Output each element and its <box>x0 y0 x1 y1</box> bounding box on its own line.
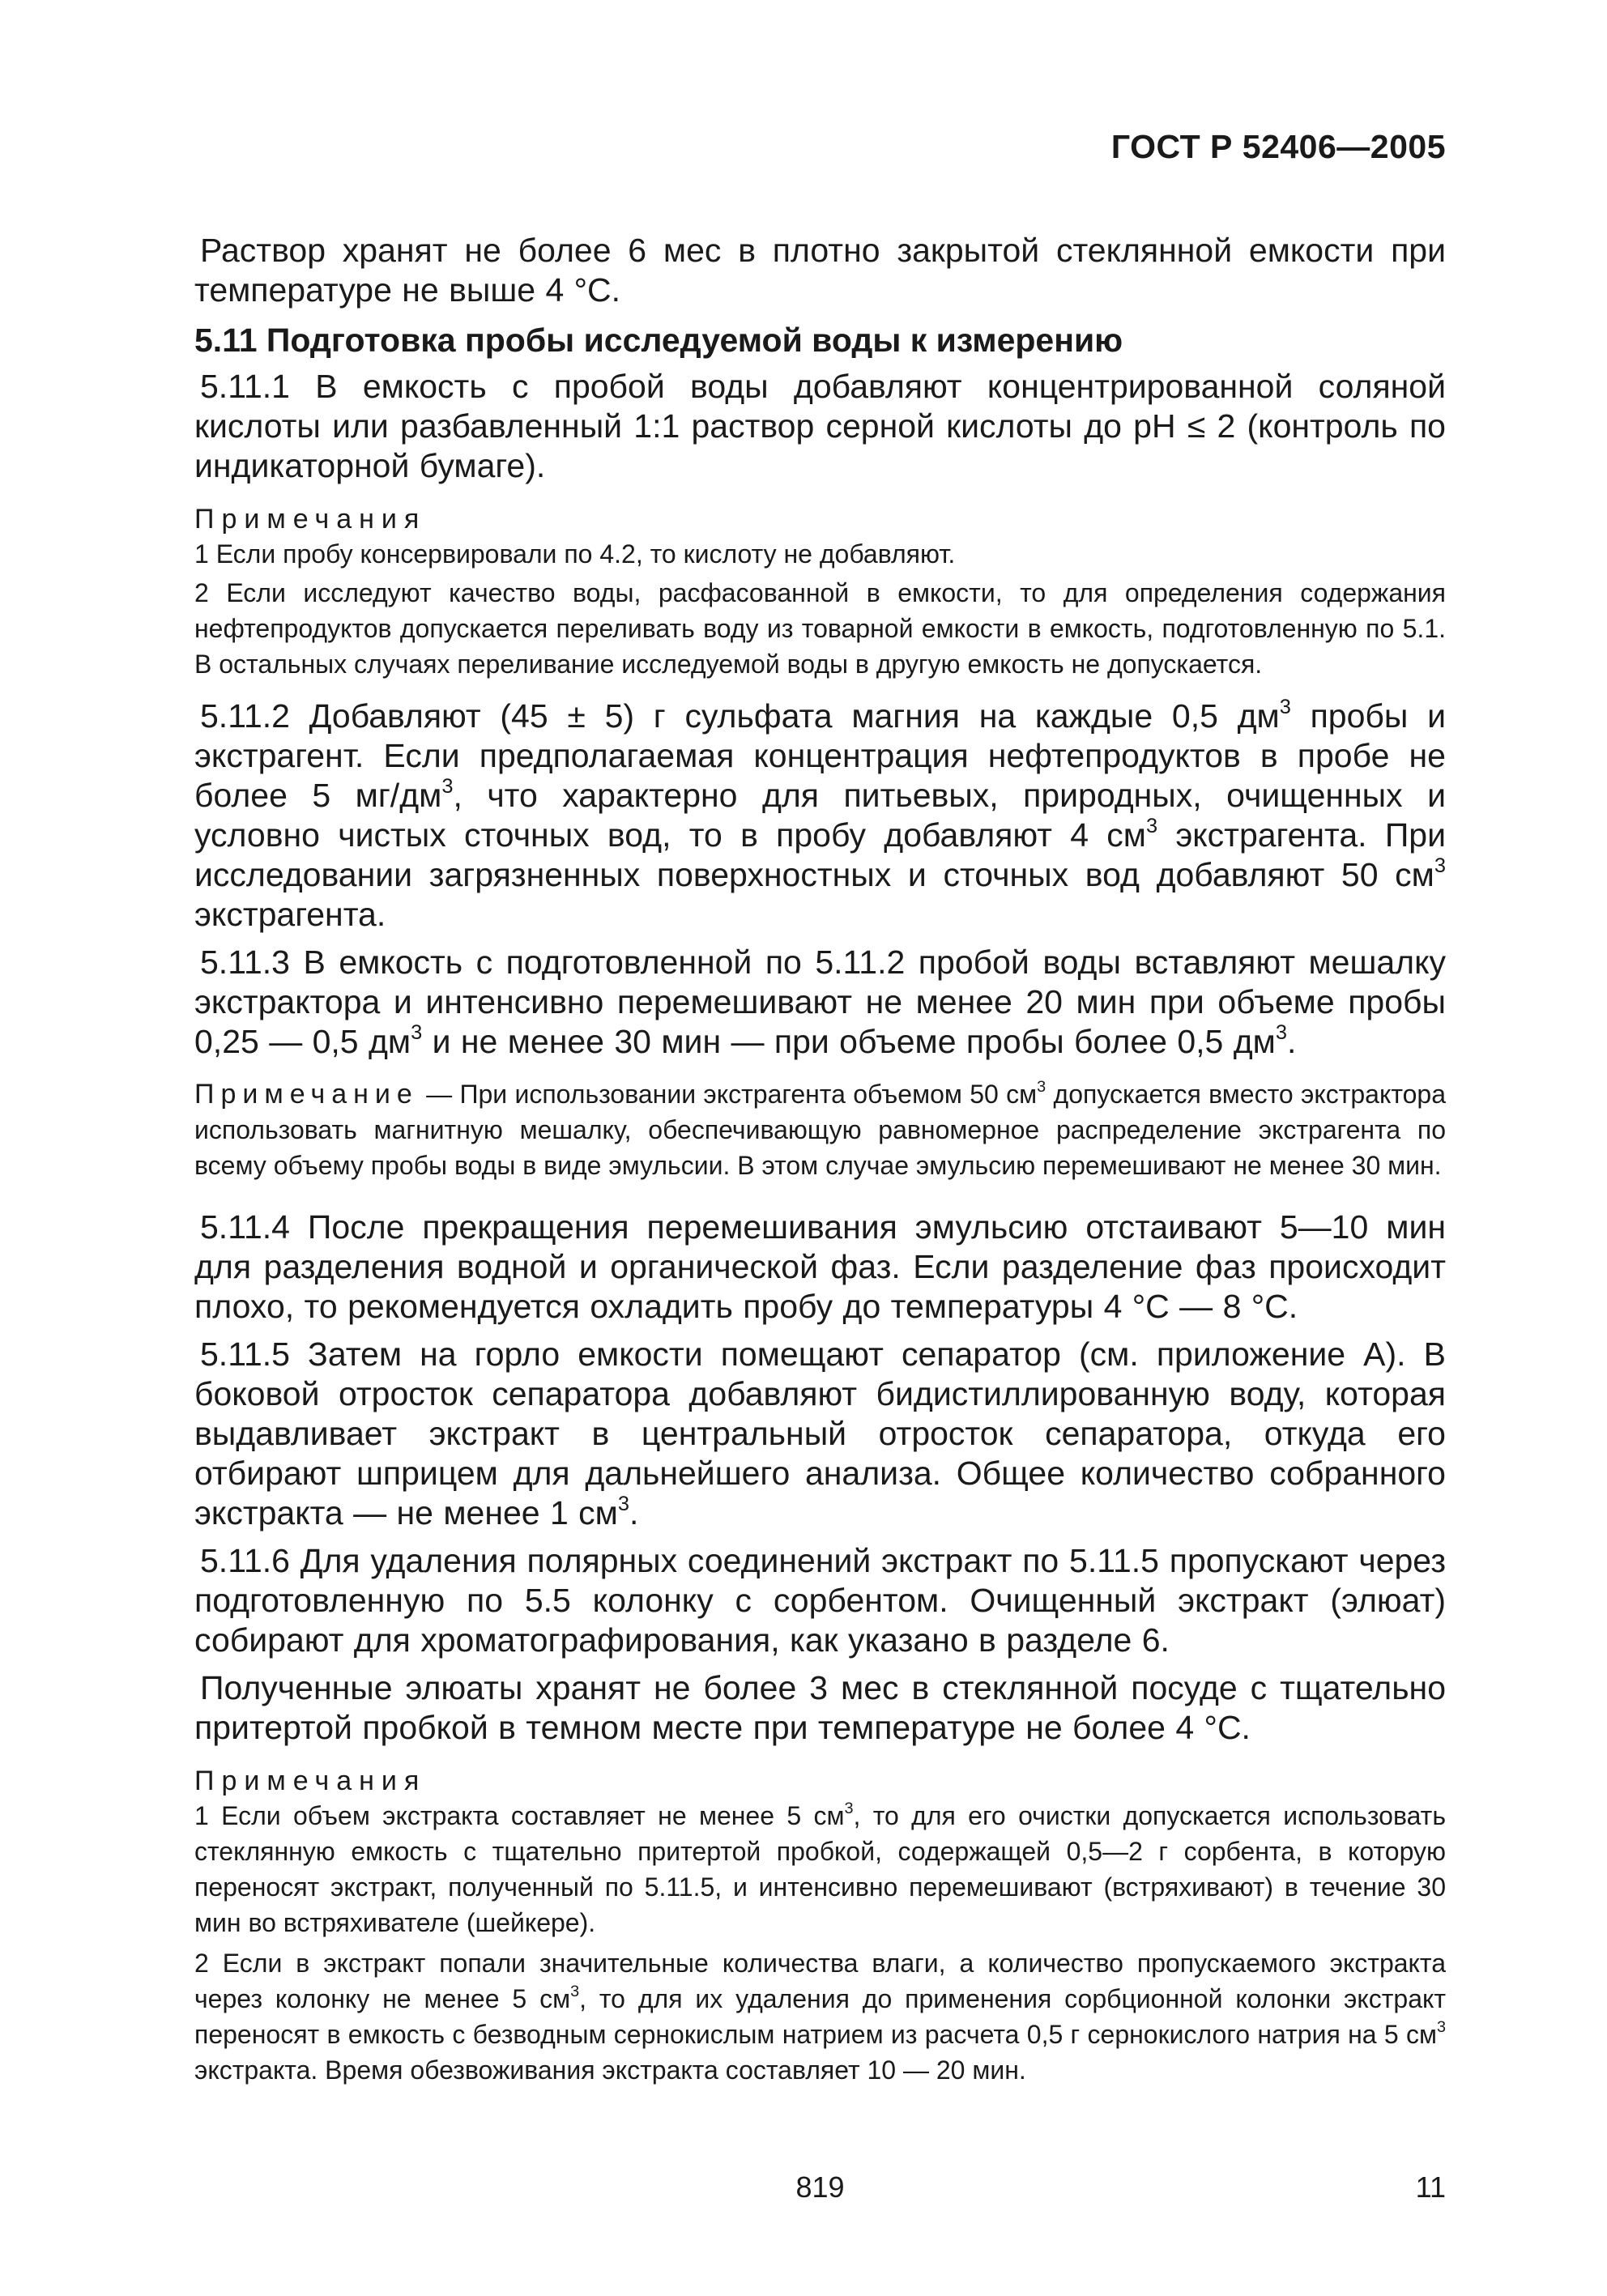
document-code: ГОСТ Р 52406—2005 <box>1110 128 1446 165</box>
note-item-3-2-part-c: экстракта. Время обезвоживания экстракта составляет 10 — 20 мин. <box>194 2055 1026 2085</box>
paragraph-5-11-5-part-a: 5.11.5 Затем на горло емкости помещают сепаратор (см. приложение А). В боковой отросток сепаратора добавляют бидистиллированную воду, которая выдавливает экстракт в центральный отросток сепаратора, откуда его отбирают шприцем для дальнейшего анализа. Общее количество собранного экстракта — не менее 1 см <box>194 1335 1446 1531</box>
superscript-3: 3 <box>1037 1078 1046 1097</box>
paragraph-5-11-3-part-b: и не менее 30 мин — при объеме пробы более 0,5 дм <box>422 1023 1276 1060</box>
superscript-3: 3 <box>411 1021 423 1045</box>
paragraph-5-11-3 <box>194 943 1446 1062</box>
superscript-3: 3 <box>1436 2018 1446 2037</box>
superscript-3: 3 <box>1145 815 1158 838</box>
page-number-right: 11 <box>1415 2170 1446 2204</box>
paragraph-5-11-4: 5.11.4 После прекращения перемешивания эмульсию отстаивают 5—10 мин для разделения водной и органической фаз. Если разделение фаз происходит плохо, то рекомендуется охладить пробу до температуры 4 °С — 8 °С. <box>194 1208 1446 1325</box>
note-item-3-2 <box>194 1945 1446 2088</box>
paragraph-5-11-3-part-c: . <box>1287 1023 1297 1060</box>
note-item-1-2: 2 Если исследуют качество воды, расфасованной в емкости, то для определения содержания нефтепродуктов допускается переливать воду из товарной емкости в емкость, подготовленную по 5.1. В остальных случаях переливание исследуемой воды в другую емкость не допускается. <box>194 578 1446 679</box>
superscript-3: 3 <box>1279 696 1291 719</box>
paragraph-storage: Раствор хранят не более 6 мес в плотно закрытой стеклянной емкости при температуре не выше 4 °С. <box>194 232 1446 309</box>
notes-heading-3: Примечания <box>194 1766 427 1796</box>
note-item-3-2-part-b: , то для их удаления до применения сорбционной колонки экстракт переносят в емкость с безводным сернокислым натрием из расчета 0,5 г сернокислого натрия на 5 см <box>194 1984 1447 2049</box>
note-2-heading: Примечание <box>194 1079 419 1110</box>
document-body <box>194 231 1446 2088</box>
note-2-part-a: — При использовании экстрагента объемом 50 см <box>418 1080 1038 1109</box>
paragraph-eluates: Полученные элюаты хранят не более 3 мес в стеклянной посуде с тщательно притертой пробкой в темном месте при температуре не более 4 °С. <box>194 1669 1446 1746</box>
paragraph-5-11-5 <box>194 1335 1446 1533</box>
paragraph-5-11-6: 5.11.6 Для удаления полярных соединений экстракт по 5.11.5 пропускают через подготовленную по 5.5 колонку с сорбентом. Очищенный экстракт (элюат) собирают для хроматографирования, как указано в разделе 6. <box>194 1542 1446 1659</box>
paragraph-5-11-2-part-b: пробы и экстрагент. Если предполагаемая концентрация нефтепродуктов в пробе не более 5 мг/дм <box>194 697 1446 814</box>
page-number-center: 819 <box>795 2170 845 2204</box>
paragraph-5-11-2-part-c: , что характерно для питьевых, природных, очищенных и условно чистых сточных вод, то в пробу добавляют 4 см <box>194 777 1446 854</box>
superscript-3: 3 <box>1275 1021 1287 1045</box>
note-item-3-1-part-b: , то для его очистки допускается использовать стеклянную емкость с тщательно притертой пробкой, содержащей 0,5—2 г сорбента, в которую переносят экстракт, полученный по 5.11.5, и интенсивно перемешивают (встряхивают) в течение 30 мин во встряхивателе (шейкере). <box>194 1801 1447 1937</box>
notes-heading-1: Примечания <box>194 504 427 535</box>
note-item-3-1-part-a: 1 Если объем экстракта составляет не менее 5 см <box>194 1801 845 1830</box>
paragraph-5-11-2-part-e: экстрагента. <box>194 896 386 933</box>
note-item-3-2-part-a: 2 Если в экстракт попали значительные количества влаги, а количество пропускаемого экстракта через колонку не менее 5 см <box>194 1949 1446 2013</box>
document-page <box>194 0 1446 2296</box>
note-2 <box>194 1076 1446 1183</box>
section-title: 5.11 Подготовка пробы исследуемой воды к измерению <box>194 322 1123 359</box>
superscript-3: 3 <box>570 1983 580 2001</box>
paragraph-5-11-2-part-a: 5.11.2 Добавляют (45 ± 5) г сульфата магния на каждые 0,5 дм <box>200 697 1280 735</box>
superscript-3: 3 <box>617 1493 629 1516</box>
note-item-3-1 <box>194 1798 1446 1940</box>
paragraph-5-11-5-part-b: . <box>629 1494 639 1531</box>
note-2-part-b: допускается вместо экстрактора использовать магнитную мешалку, обеспечивающую равномерное распределение экстрагента по всему объему пробы воды в виде эмульсии. В этом случае эмульсию перемешивают не менее 30 мин. <box>194 1080 1447 1180</box>
note-item-1-1: 1 Если пробу консервировали по 4.2, то кислоту не добавляют. <box>194 539 956 569</box>
superscript-3: 3 <box>441 775 454 799</box>
paragraph-5-11-2-part-d: экстрагента. При исследовании загрязненных поверхностных и сточных вод добавляют 50 см <box>194 816 1446 893</box>
superscript-3: 3 <box>1434 854 1446 878</box>
superscript-3: 3 <box>844 1800 854 1818</box>
paragraph-5-11-1: 5.11.1 В емкость с пробой воды добавляют концентрированной соляной кислоты или разбавленный 1:1 раствор серной кислоты до рН ≤ 2 (контроль по индикаторной бумаге). <box>194 368 1446 484</box>
paragraph-5-11-2 <box>194 696 1446 935</box>
paragraph-5-11-3-part-a: 5.11.3 В емкость с подготовленной по 5.11.2 пробой воды вставляют мешалку экстрактора и интенсивно перемешивают не менее 20 мин при объеме пробы 0,25 — 0,5 дм <box>194 944 1446 1060</box>
